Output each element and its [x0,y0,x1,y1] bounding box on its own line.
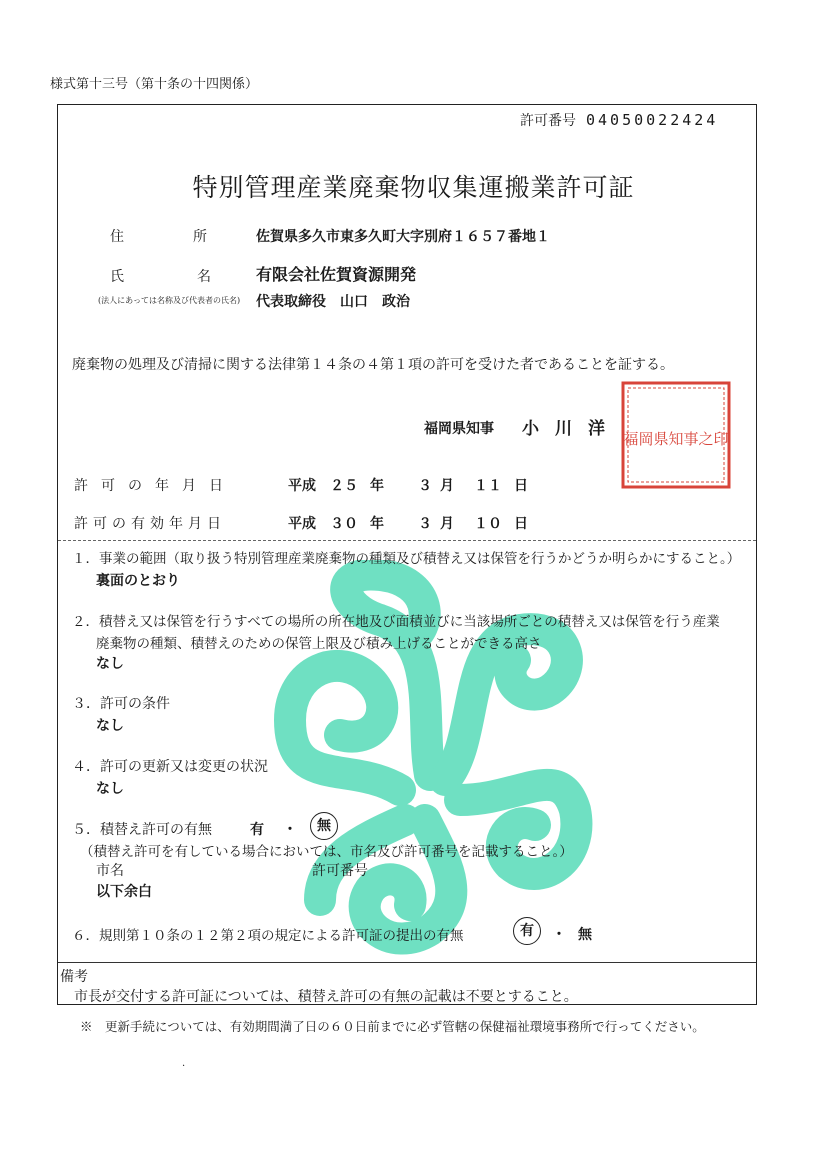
footnote: ※ 更新手続については、有効期間満了日の６０日前までに必ず管轄の保健福祉環境事務所で行ってください。 [80,1019,705,1034]
permit-number-label: 許可番号 [520,113,576,129]
stray-mark: . [182,1058,186,1069]
item3-heading: ３．許可の条件 [72,696,170,712]
item6-no: 無 [578,927,592,943]
governor-name: 小川洋 [522,419,621,439]
item4-value: なし [96,781,124,797]
item5-city-label: 市名 [96,863,124,879]
item2-value: なし [96,656,124,672]
expiry-date-era: 平成 [288,516,316,532]
item5-number-label: 許可番号 [312,863,368,879]
permit-date-month-unit: 月 [440,478,454,494]
permit-date-day: １１ [474,478,502,494]
remarks-divider [58,962,756,963]
permit-date-day-unit: 日 [514,478,528,494]
item5-heading: ５．積替え許可の有無 [72,822,212,838]
item6-heading: ６．規則第１０条の１２第２項の規定による許可証の提出の有無 [72,928,464,944]
permit-date-month: ３ [418,478,432,494]
remarks-text: 市長が交付する許可証については、積替え許可の有無の記載は不要とすること。 [74,989,578,1005]
permit-number-value: 04050022424 [586,111,719,129]
expiry-date-day-unit: 日 [514,516,528,532]
item5-separator: ・ [283,822,297,838]
governor-title: 福岡県知事 [424,421,494,437]
item4-heading: ４．許可の更新又は変更の状況 [72,759,268,775]
item5-yes: 有 [250,822,264,838]
expiry-date-year-unit: 年 [370,516,384,532]
expiry-date-year: ３０ [330,516,358,532]
section-divider [58,540,756,541]
expiry-date-month: ３ [418,516,432,532]
permit-date-year: ２５ [330,478,358,494]
certificate-title: 特別管理産業廃棄物収集運搬業許可証 [192,173,635,202]
permit-number [520,110,718,130]
representative-name: 代表取締役 山口 政治 [256,294,410,310]
permit-date-era: 平成 [288,478,316,494]
remarks-label: 備考 [60,969,88,985]
item5-no-circled [310,812,338,840]
expiry-date-label: 許可の有効年月日 [74,516,226,532]
item6-yes-circled [513,917,541,945]
expiry-date-month-unit: 月 [440,516,454,532]
form-number: 様式第十三号（第十条の十四関係） [50,77,259,92]
item2-heading-line2: 廃棄物の種類、積替えのための保管上限及び積み上げることができる高さ [96,636,542,652]
address-label-2: 所 [193,229,207,245]
item5-no: 無 [310,812,338,840]
item6-separator: ・ [552,927,566,943]
expiry-date-day: １０ [474,516,502,532]
item6-yes: 有 [513,917,541,945]
certification-text: 廃棄物の処理及び清掃に関する法律第１４条の４第１項の許可を受けた者であることを証する。 [72,357,674,373]
official-seal [620,380,732,490]
seal-text: 福岡県知事之印 [623,430,729,448]
item5-value: 以下余白 [96,884,152,900]
permit-date-year-unit: 年 [370,478,384,494]
item3-value: なし [96,718,124,734]
name-label-1: 氏 [110,269,124,285]
address-value: 佐賀県多久市東多久町大字別府１６５７番地１ [256,229,550,245]
item2-heading-line1: ２．積替え又は保管を行うすべての場所の所在地及び面積並びに当該場所ごとの積替え又は保管を行う産業 [72,614,720,630]
company-name: 有限会社佐賀資源開発 [256,265,417,284]
item1-heading: １．事業の範囲（取り扱う特別管理産業廃棄物の種類及び積替え又は保管を行うかどうか明らかにすること。） [72,551,741,567]
address-label-1: 住 [110,229,124,245]
item5-note: （積替え許可を有している場合においては、市名及び許可番号を記載すること。） [80,844,573,860]
name-label-2: 名 [197,269,211,285]
name-note: (法人にあっては名称及び代表者の氏名) [98,296,241,305]
item1-value: 裏面のとおり [96,573,180,589]
permit-date-label: 許可の年月日 [74,478,236,494]
